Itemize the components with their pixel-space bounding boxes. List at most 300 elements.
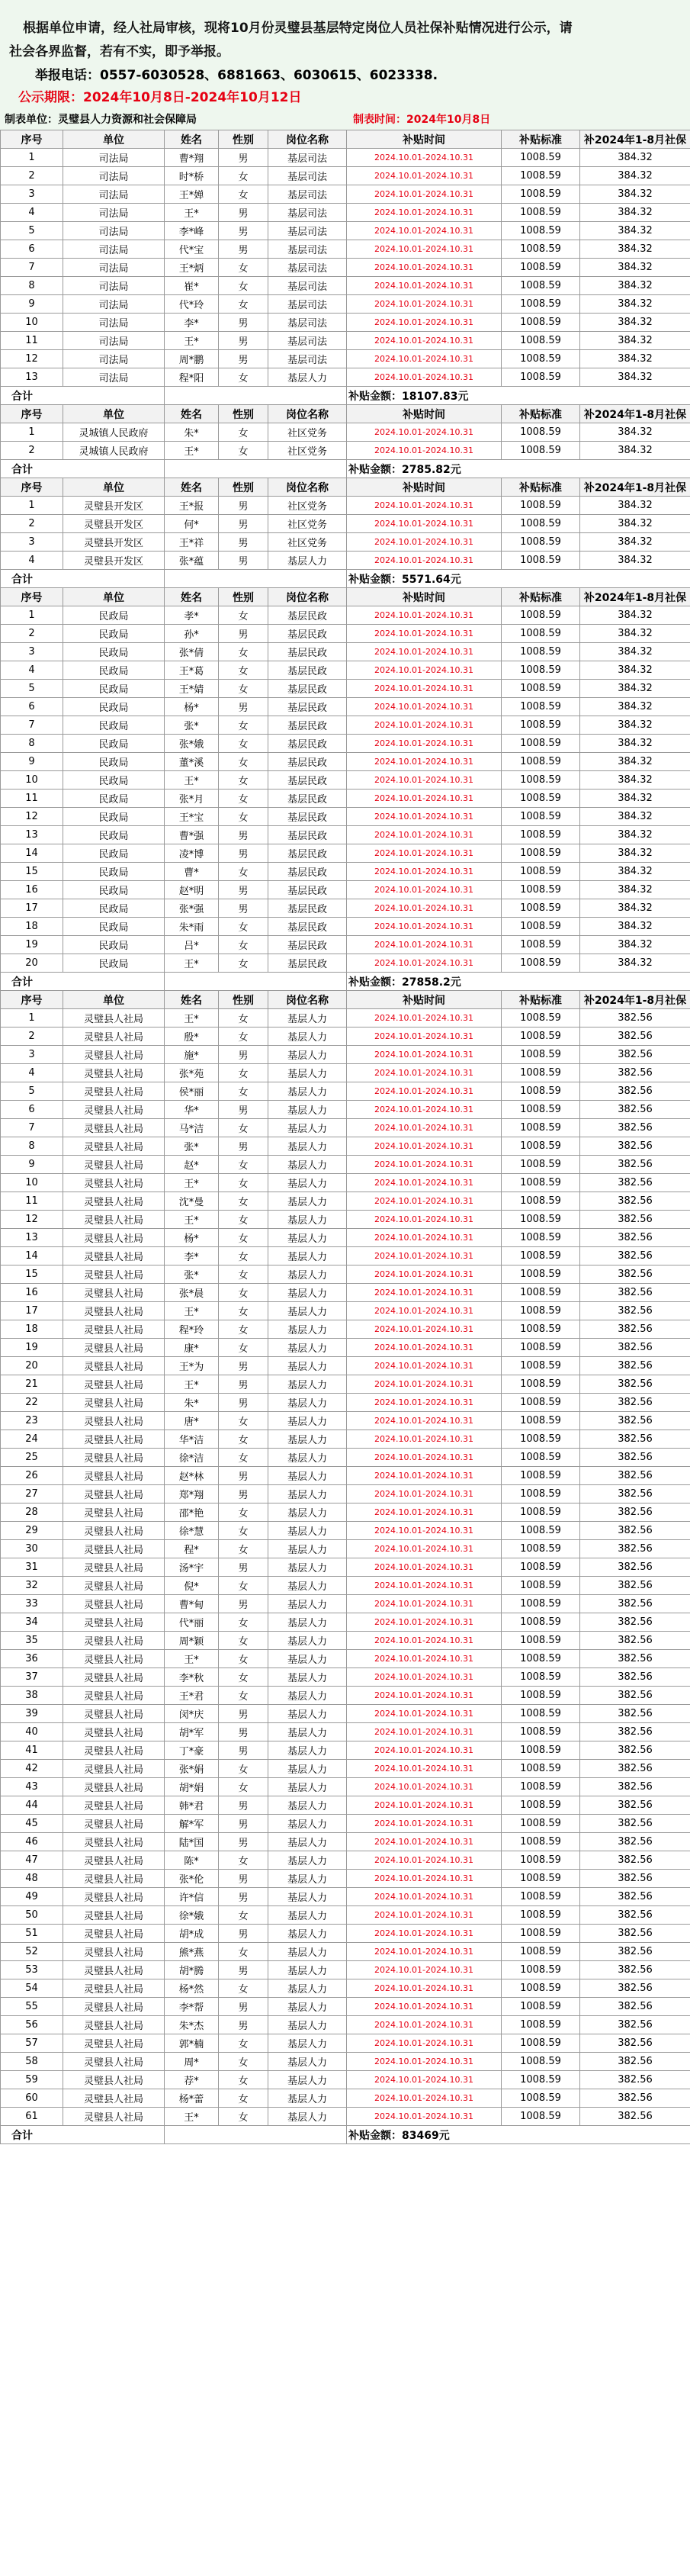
table-cell: 2024.10.01-2024.10.31 [347, 844, 502, 863]
table-cell: 2024.10.01-2024.10.31 [347, 295, 502, 314]
total-row [1, 387, 690, 405]
table-row [1, 1796, 690, 1815]
table-cell: 灵璧县人社局 [63, 1851, 165, 1870]
table-cell: 2024.10.01-2024.10.31 [347, 1961, 502, 1979]
table-row [1, 881, 690, 899]
table-cell: 384.32 [580, 698, 690, 716]
table-cell: 1008.59 [502, 1174, 580, 1192]
table-cell: 基层人力 [268, 2089, 347, 2108]
table-cell: 2024.10.01-2024.10.31 [347, 881, 502, 899]
table-cell: 周*鹏 [165, 350, 219, 368]
table-cell: 384.32 [580, 863, 690, 881]
table-cell: 基层人力 [268, 2071, 347, 2089]
table-cell: 基层民政 [268, 661, 347, 680]
table-cell: 382.56 [580, 2016, 690, 2034]
table-cell: 灵璧县人社局 [63, 1394, 165, 1412]
table-row [1, 698, 690, 716]
table-cell: 5 [1, 1082, 63, 1101]
table-cell: 男 [219, 1833, 268, 1851]
table-cell: 384.32 [580, 680, 690, 698]
table-cell: 2024.10.01-2024.10.31 [347, 368, 502, 387]
table-cell: 384.32 [580, 204, 690, 222]
table-cell: 女 [219, 1540, 268, 1558]
subsidy-total: 补贴金额：18107.83元 [347, 387, 690, 405]
table-cell: 民政局 [63, 808, 165, 826]
table-cell: 17 [1, 899, 63, 918]
table-cell: 4 [1, 1064, 63, 1082]
table-cell: 2024.10.01-2024.10.31 [347, 2034, 502, 2053]
table-cell: 基层民政 [268, 863, 347, 881]
table-cell: 384.32 [580, 295, 690, 314]
table-cell: 1008.59 [502, 1961, 580, 1979]
table-row [1, 1082, 690, 1101]
table-row [1, 1650, 690, 1668]
table-cell: 男 [219, 844, 268, 863]
table-cell: 2024.10.01-2024.10.31 [347, 185, 502, 204]
table-cell: 1008.59 [502, 954, 580, 973]
table-cell: 2024.10.01-2024.10.31 [347, 1211, 502, 1229]
table-cell: 2024.10.01-2024.10.31 [347, 899, 502, 918]
table-cell: 382.56 [580, 1833, 690, 1851]
table-cell: 华* [165, 1101, 219, 1119]
table-row [1, 222, 690, 240]
table-cell: 1008.59 [502, 1339, 580, 1357]
table-cell: 基层人力 [268, 1485, 347, 1503]
table-cell: 2024.10.01-2024.10.31 [347, 1613, 502, 1632]
table-cell: 1008.59 [502, 1137, 580, 1156]
blank-cell [165, 2126, 347, 2144]
table-cell: 殷* [165, 1028, 219, 1046]
table-cell: 男 [219, 240, 268, 259]
table-cell: 38 [1, 1687, 63, 1705]
table-cell: 朱*雨 [165, 918, 219, 936]
table-cell: 1008.59 [502, 1632, 580, 1650]
table-cell: 灵璧县人社局 [63, 1503, 165, 1522]
table-cell: 12 [1, 1211, 63, 1229]
table-row [1, 1247, 690, 1265]
table-cell: 34 [1, 1613, 63, 1632]
table-cell: 民政局 [63, 698, 165, 716]
table-cell: 1008.59 [502, 368, 580, 387]
table-cell: 2024.10.01-2024.10.31 [347, 1998, 502, 2016]
table-row [1, 1540, 690, 1558]
table-cell: 1008.59 [502, 277, 580, 295]
table-row [1, 716, 690, 735]
table-row [1, 936, 690, 954]
table-cell: 1008.59 [502, 295, 580, 314]
table-cell: 凌*博 [165, 844, 219, 863]
table-cell: 男 [219, 1796, 268, 1815]
table-cell: 司法局 [63, 222, 165, 240]
table-cell: 1008.59 [502, 1522, 580, 1540]
table-cell: 1008.59 [502, 1558, 580, 1577]
table-cell: 1008.59 [502, 1485, 580, 1503]
table-cell: 基层民政 [268, 936, 347, 954]
table-cell: 灵璧县人社局 [63, 1211, 165, 1229]
table-row [1, 368, 690, 387]
table-cell: 灵璧县人社局 [63, 1632, 165, 1650]
table-row [1, 1467, 690, 1485]
table-cell: 基层人力 [268, 1211, 347, 1229]
table-cell: 1008.59 [502, 1284, 580, 1302]
table-cell: 382.56 [580, 1595, 690, 1613]
table-cell: 女 [219, 1650, 268, 1668]
table-cell: 382.56 [580, 1101, 690, 1119]
table-cell: 孝* [165, 606, 219, 625]
table-cell: 14 [1, 1247, 63, 1265]
table-cell: 民政局 [63, 899, 165, 918]
table-cell: 382.56 [580, 1339, 690, 1357]
table-cell: 382.56 [580, 1375, 690, 1394]
table-cell: 灵璧县人社局 [63, 1687, 165, 1705]
table-cell: 基层人力 [268, 1229, 347, 1247]
table-cell: 基层人力 [268, 1467, 347, 1485]
table-row [1, 680, 690, 698]
table-cell: 384.32 [580, 515, 690, 533]
table-cell: 9 [1, 295, 63, 314]
table-cell: 灵璧县人社局 [63, 1833, 165, 1851]
table-cell: 基层司法 [268, 222, 347, 240]
table-row [1, 735, 690, 753]
table-cell: 2024.10.01-2024.10.31 [347, 1247, 502, 1265]
table-cell: 灵璧县人社局 [63, 1119, 165, 1137]
table-cell: 21 [1, 1375, 63, 1394]
table-cell: 灵璧县人社局 [63, 1137, 165, 1156]
table-cell: 1008.59 [502, 332, 580, 350]
table-row [1, 1961, 690, 1979]
table-cell: 基层民政 [268, 826, 347, 844]
table-cell: 382.56 [580, 1870, 690, 1888]
table-cell: 女 [219, 808, 268, 826]
table-cell: 382.56 [580, 1430, 690, 1449]
table-cell: 男 [219, 222, 268, 240]
table-cell: 1008.59 [502, 1723, 580, 1741]
table-cell: 1008.59 [502, 826, 580, 844]
table-cell: 基层人力 [268, 1101, 347, 1119]
subsidy-total: 补贴金额：2785.82元 [347, 460, 690, 478]
table-cell: 女 [219, 1064, 268, 1082]
table-cell: 2024.10.01-2024.10.31 [347, 936, 502, 954]
table-cell: 基层人力 [268, 1009, 347, 1028]
table-cell: 2024.10.01-2024.10.31 [347, 1979, 502, 1998]
table-cell: 基层人力 [268, 368, 347, 387]
table-row [1, 753, 690, 771]
table-cell: 1008.59 [502, 1449, 580, 1467]
table-cell: 2024.10.01-2024.10.31 [347, 1430, 502, 1449]
table-cell: 司法局 [63, 259, 165, 277]
table-cell: 1008.59 [502, 1503, 580, 1522]
total-label: 合计 [1, 973, 165, 991]
table-cell: 灵璧县人社局 [63, 1979, 165, 1998]
table-cell: 灵璧县人社局 [63, 1796, 165, 1815]
table-cell: 1008.59 [502, 1613, 580, 1632]
table-cell: 灵璧县人社局 [63, 1265, 165, 1284]
table-cell: 1008.59 [502, 1577, 580, 1595]
table-cell: 2024.10.01-2024.10.31 [347, 661, 502, 680]
table-cell: 2 [1, 1028, 63, 1046]
table-cell: 张*伦 [165, 1870, 219, 1888]
table-cell: 60 [1, 2089, 63, 2108]
table-cell: 民政局 [63, 863, 165, 881]
table-cell: 胡*娟 [165, 1778, 219, 1796]
table-cell: 王* [165, 1009, 219, 1028]
table-row [1, 1412, 690, 1430]
table-cell: 施* [165, 1046, 219, 1064]
table-cell: 7 [1, 1119, 63, 1137]
table-cell: 10 [1, 771, 63, 790]
table-cell: 赵*明 [165, 881, 219, 899]
table-cell: 27 [1, 1485, 63, 1503]
table-row [1, 1430, 690, 1449]
table-cell: 社区党务 [268, 423, 347, 442]
table-cell: 1008.59 [502, 716, 580, 735]
table-cell: 382.56 [580, 1522, 690, 1540]
table-cell: 6 [1, 240, 63, 259]
table-cell: 基层人力 [268, 552, 347, 570]
table-cell: 1008.59 [502, 753, 580, 771]
table-cell: 王* [165, 2108, 219, 2126]
table-cell: 女 [219, 1906, 268, 1925]
table-cell: 1008.59 [502, 1119, 580, 1137]
table-row [1, 1870, 690, 1888]
table-cell: 2024.10.01-2024.10.31 [347, 1192, 502, 1211]
table-cell: 10 [1, 314, 63, 332]
table-cell: 社区党务 [268, 515, 347, 533]
table-cell: 马*洁 [165, 1119, 219, 1137]
table-cell: 13 [1, 368, 63, 387]
table-cell: 基层司法 [268, 185, 347, 204]
table-cell: 女 [219, 680, 268, 698]
table-cell: 1008.59 [502, 2034, 580, 2053]
table-cell: 384.32 [580, 167, 690, 185]
table-cell: 382.56 [580, 1961, 690, 1979]
table-cell: 382.56 [580, 1119, 690, 1137]
table-cell: 1008.59 [502, 680, 580, 698]
table-cell: 闵*庆 [165, 1705, 219, 1723]
table-row [1, 790, 690, 808]
column-header: 补贴标准 [502, 991, 580, 1009]
table-cell: 司法局 [63, 314, 165, 332]
table-cell: 基层人力 [268, 1540, 347, 1558]
table-cell: 王*报 [165, 497, 219, 515]
table-cell: 40 [1, 1723, 63, 1741]
table-cell: 女 [219, 167, 268, 185]
table-cell: 26 [1, 1467, 63, 1485]
table-cell: 52 [1, 1943, 63, 1961]
table-cell: 民政局 [63, 881, 165, 899]
table-cell: 民政局 [63, 606, 165, 625]
table-cell: 2024.10.01-2024.10.31 [347, 771, 502, 790]
table-cell: 384.32 [580, 899, 690, 918]
table-cell: 2024.10.01-2024.10.31 [347, 680, 502, 698]
table-cell: 王* [165, 1650, 219, 1668]
table-cell: 2024.10.01-2024.10.31 [347, 1522, 502, 1540]
table-cell: 2024.10.01-2024.10.31 [347, 350, 502, 368]
table-cell: 382.56 [580, 1668, 690, 1687]
table-cell: 1008.59 [502, 1595, 580, 1613]
table-row [1, 350, 690, 368]
table-cell: 382.56 [580, 1815, 690, 1833]
table-cell: 13 [1, 1229, 63, 1247]
table-row [1, 2053, 690, 2071]
table-cell: 民政局 [63, 771, 165, 790]
table-cell: 1008.59 [502, 1760, 580, 1778]
table-cell: 382.56 [580, 1174, 690, 1192]
table-cell: 58 [1, 2053, 63, 2071]
table-cell: 384.32 [580, 844, 690, 863]
table-cell: 基层民政 [268, 735, 347, 753]
table-cell: 19 [1, 1339, 63, 1357]
table-cell: 周*颖 [165, 1632, 219, 1650]
table-cell: 民政局 [63, 790, 165, 808]
column-header: 姓名 [165, 130, 219, 149]
table-cell: 16 [1, 881, 63, 899]
table-cell: 灵璧县人社局 [63, 1998, 165, 2016]
table-cell: 基层人力 [268, 1925, 347, 1943]
table-cell: 35 [1, 1632, 63, 1650]
table-cell: 384.32 [580, 661, 690, 680]
table-row [1, 606, 690, 625]
table-cell: 女 [219, 1430, 268, 1449]
table-cell: 36 [1, 1650, 63, 1668]
table-row [1, 1449, 690, 1467]
table-cell: 基层民政 [268, 625, 347, 643]
table-row [1, 1320, 690, 1339]
table-cell: 1008.59 [502, 1851, 580, 1870]
table-cell: 1008.59 [502, 1375, 580, 1394]
table-cell: 灵璧县人社局 [63, 1888, 165, 1906]
table-cell: 基层人力 [268, 1705, 347, 1723]
table-cell: 2024.10.01-2024.10.31 [347, 918, 502, 936]
table-cell: 基层人力 [268, 1137, 347, 1156]
table-cell: 朱*杰 [165, 2016, 219, 2034]
table-cell: 382.56 [580, 1687, 690, 1705]
table-cell: 女 [219, 2089, 268, 2108]
table-cell: 384.32 [580, 643, 690, 661]
table-cell: 2024.10.01-2024.10.31 [347, 1265, 502, 1284]
table-cell: 王*葛 [165, 661, 219, 680]
table-cell: 社区党务 [268, 533, 347, 552]
table-cell: 陈* [165, 1851, 219, 1870]
table-cell: 朱* [165, 1394, 219, 1412]
table-cell: 8 [1, 735, 63, 753]
table-cell: 2024.10.01-2024.10.31 [347, 625, 502, 643]
column-header: 序号 [1, 588, 63, 606]
column-header: 序号 [1, 991, 63, 1009]
table-cell: 灵璧县人社局 [63, 1009, 165, 1028]
table-cell: 382.56 [580, 1302, 690, 1320]
table-cell: 灵璧县人社局 [63, 1028, 165, 1046]
table-cell: 2024.10.01-2024.10.31 [347, 1760, 502, 1778]
table-cell: 1008.59 [502, 167, 580, 185]
table-cell: 女 [219, 1192, 268, 1211]
table-row [1, 185, 690, 204]
table-cell: 灵璧县人社局 [63, 1723, 165, 1741]
table-cell: 2024.10.01-2024.10.31 [347, 1888, 502, 1906]
table-cell: 基层人力 [268, 1650, 347, 1668]
table-cell: 灵璧县人社局 [63, 1741, 165, 1760]
table-cell: 基层人力 [268, 1632, 347, 1650]
table-cell: 男 [219, 332, 268, 350]
table-cell: 王* [165, 954, 219, 973]
table-cell: 基层人力 [268, 1833, 347, 1851]
table-cell: 384.32 [580, 606, 690, 625]
table-row [1, 954, 690, 973]
table-cell: 382.56 [580, 1906, 690, 1925]
table-cell: 女 [219, 442, 268, 460]
table-cell: 384.32 [580, 350, 690, 368]
table-cell: 代*宝 [165, 240, 219, 259]
column-header: 姓名 [165, 405, 219, 423]
table-cell: 女 [219, 2108, 268, 2126]
table-cell: 2024.10.01-2024.10.31 [347, 1577, 502, 1595]
table-cell: 48 [1, 1870, 63, 1888]
table-cell: 1008.59 [502, 442, 580, 460]
table-cell: 灵璧县人社局 [63, 1558, 165, 1577]
table-cell: 代*丽 [165, 1613, 219, 1632]
table-cell: 崔* [165, 277, 219, 295]
table-cell: 8 [1, 277, 63, 295]
table-cell: 民政局 [63, 954, 165, 973]
table-cell: 基层民政 [268, 899, 347, 918]
table-cell: 31 [1, 1558, 63, 1577]
table-cell: 丁*豪 [165, 1741, 219, 1760]
table-row [1, 332, 690, 350]
subsidy-total: 补贴金额：27858.2元 [347, 973, 690, 991]
table-cell: 2 [1, 625, 63, 643]
total-label: 合计 [1, 387, 165, 405]
table-cell: 37 [1, 1668, 63, 1687]
table-cell: 382.56 [580, 1247, 690, 1265]
table-cell: 基层人力 [268, 1870, 347, 1888]
table-cell: 女 [219, 1412, 268, 1430]
table-cell: 基层人力 [268, 1247, 347, 1265]
table-cell: 384.32 [580, 826, 690, 844]
table-cell: 42 [1, 1760, 63, 1778]
table-cell: 2024.10.01-2024.10.31 [347, 1485, 502, 1503]
table-cell: 20 [1, 954, 63, 973]
table-row [1, 1925, 690, 1943]
table-cell: 灵璧县人社局 [63, 1943, 165, 1961]
table-cell: 基层民政 [268, 698, 347, 716]
table-cell: 灵璧县人社局 [63, 1705, 165, 1723]
table-cell: 李* [165, 314, 219, 332]
table-cell: 男 [219, 314, 268, 332]
table-cell: 33 [1, 1595, 63, 1613]
column-header: 单位 [63, 588, 165, 606]
table-row [1, 1028, 690, 1046]
table-cell: 陆*国 [165, 1833, 219, 1851]
table-cell: 2024.10.01-2024.10.31 [347, 1174, 502, 1192]
table-cell: 基层司法 [268, 259, 347, 277]
table-row [1, 1906, 690, 1925]
table-cell: 男 [219, 881, 268, 899]
table-cell: 女 [219, 1028, 268, 1046]
table-cell: 1008.59 [502, 790, 580, 808]
table-cell: 女 [219, 1632, 268, 1650]
table-cell: 灵璧县人社局 [63, 1284, 165, 1302]
table-row [1, 552, 690, 570]
table-cell: 民政局 [63, 844, 165, 863]
table-cell: 灵璧县人社局 [63, 1375, 165, 1394]
column-header: 补贴时间 [347, 588, 502, 606]
table-cell: 基层人力 [268, 1302, 347, 1320]
table-cell: 女 [219, 1284, 268, 1302]
table-cell: 19 [1, 936, 63, 954]
table-row [1, 1723, 690, 1741]
table-cell: 3 [1, 533, 63, 552]
table-cell: 1008.59 [502, 1302, 580, 1320]
